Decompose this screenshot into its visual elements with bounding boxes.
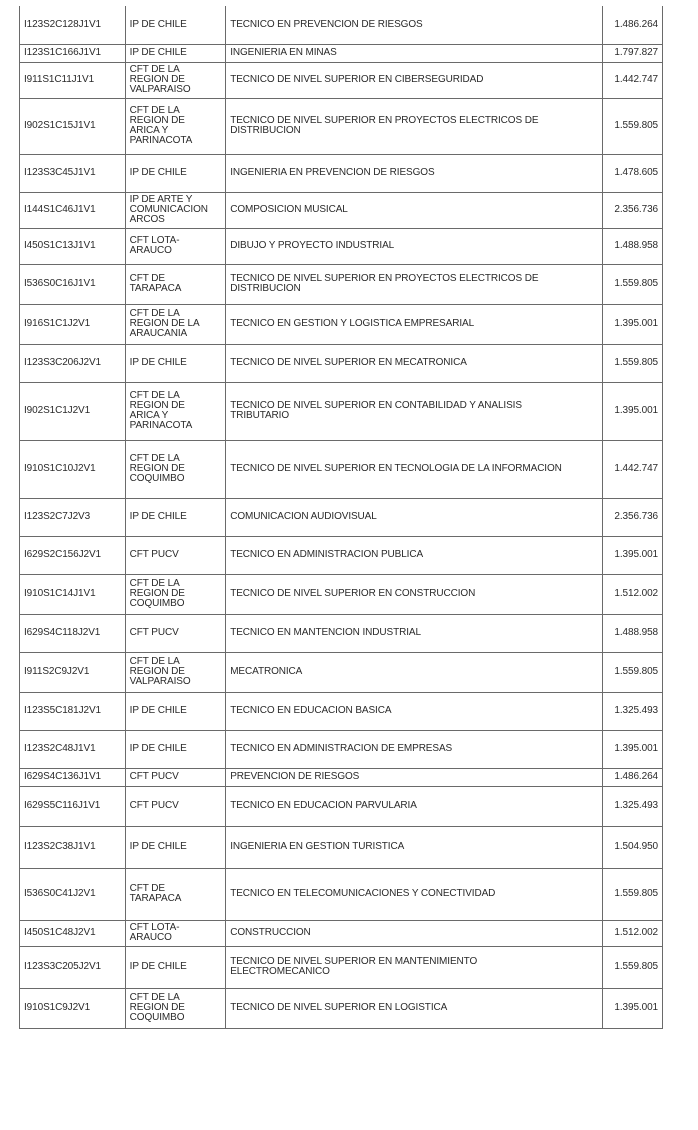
amount-cell bbox=[603, 692, 663, 730]
institution-cell bbox=[125, 62, 226, 98]
institution-cell bbox=[125, 264, 226, 304]
amount-cell bbox=[603, 382, 663, 440]
institution-name: IP DE CHILE bbox=[129, 743, 187, 754]
institution-name: CFT LOTA- ARAUCO bbox=[129, 235, 180, 256]
program-cell bbox=[226, 988, 603, 1028]
program-code: I536S0C41J2V1 bbox=[24, 888, 96, 899]
program-code: I450S1C48J2V1 bbox=[24, 927, 96, 938]
program-cell bbox=[226, 304, 603, 344]
program-cell bbox=[226, 730, 603, 768]
institution-name: IP DE CHILE bbox=[129, 18, 187, 30]
institution-name: IP DE CHILE bbox=[129, 167, 187, 178]
program-code: I123S2C128J1V1 bbox=[24, 18, 101, 30]
program-code-cell bbox=[20, 920, 126, 946]
table-row bbox=[20, 768, 663, 786]
program-name: TECNICO DE NIVEL SUPERIOR EN MECATRONICA bbox=[230, 357, 467, 368]
program-cell bbox=[226, 192, 603, 228]
amount-value: 1.442.747 bbox=[614, 463, 658, 474]
program-code-cell bbox=[20, 154, 126, 192]
program-name: DIBUJO Y PROYECTO INDUSTRIAL bbox=[230, 240, 395, 251]
program-code: I910S1C9J2V1 bbox=[24, 1002, 91, 1013]
program-name: MECATRONICA bbox=[230, 666, 303, 677]
program-code: I902S1C1J2V1 bbox=[24, 405, 91, 416]
program-code: I123S3C205J2V1 bbox=[24, 961, 101, 972]
program-name: PREVENCION DE RIESGOS bbox=[230, 771, 360, 782]
table-row bbox=[20, 920, 663, 946]
institution-name: CFT DE LA REGION DE COQUIMBO bbox=[129, 578, 185, 609]
table-row bbox=[20, 868, 663, 920]
program-cell bbox=[226, 44, 603, 62]
amount-value: 1.395.001 bbox=[614, 318, 658, 329]
institution-cell bbox=[125, 98, 226, 154]
institution-cell bbox=[125, 44, 226, 62]
program-cost-table bbox=[19, 6, 663, 1029]
table-row bbox=[20, 988, 663, 1028]
institution-name: CFT PUCV bbox=[129, 771, 179, 782]
amount-cell bbox=[603, 826, 663, 868]
amount-value: 1.512.002 bbox=[614, 588, 658, 599]
table-row bbox=[20, 62, 663, 98]
amount-value: 1.504.950 bbox=[614, 841, 658, 852]
program-name: TECNICO DE NIVEL SUPERIOR EN LOGISTICA bbox=[230, 1002, 448, 1013]
amount-cell bbox=[603, 154, 663, 192]
program-name: TECNICO DE NIVEL SUPERIOR EN CONTABILIDAD Y ANALISIS TRIBUTARIO bbox=[230, 400, 522, 421]
institution-cell bbox=[125, 614, 226, 652]
table-row bbox=[20, 264, 663, 304]
program-name: TECNICO DE NIVEL SUPERIOR EN MANTENIMIENTO ELECTROMECANICO bbox=[230, 956, 478, 977]
program-code: I123S2C48J1V1 bbox=[24, 743, 96, 754]
amount-cell bbox=[603, 6, 663, 44]
table-body bbox=[20, 6, 663, 1028]
amount-value: 1.486.264 bbox=[614, 771, 658, 782]
table-row bbox=[20, 574, 663, 614]
amount-value: 1.512.002 bbox=[614, 927, 658, 938]
program-code: I123S5C181J2V1 bbox=[24, 705, 101, 716]
table-row bbox=[20, 440, 663, 498]
program-code-cell bbox=[20, 614, 126, 652]
amount-cell bbox=[603, 946, 663, 988]
program-cell bbox=[226, 382, 603, 440]
amount-cell bbox=[603, 536, 663, 574]
institution-name: CFT DE LA REGION DE COQUIMBO bbox=[129, 453, 185, 484]
amount-value: 1.486.264 bbox=[614, 18, 658, 30]
program-code-cell bbox=[20, 574, 126, 614]
program-code: I629S4C136J1V1 bbox=[24, 771, 101, 782]
program-code: I629S5C116J1V1 bbox=[24, 800, 101, 811]
amount-cell bbox=[603, 614, 663, 652]
program-cell bbox=[226, 154, 603, 192]
program-code-cell bbox=[20, 826, 126, 868]
program-name: TECNICO DE NIVEL SUPERIOR EN TECNOLOGIA DE LA INFORMACION bbox=[230, 463, 562, 474]
amount-cell bbox=[603, 44, 663, 62]
amount-cell bbox=[603, 920, 663, 946]
program-code: I123S1C166J1V1 bbox=[24, 47, 101, 58]
amount-value: 1.559.805 bbox=[614, 278, 658, 289]
program-code: I123S3C206J2V1 bbox=[24, 357, 101, 368]
institution-name: CFT DE LA REGION DE VALPARAISO bbox=[129, 656, 191, 687]
institution-cell bbox=[125, 154, 226, 192]
institution-name: IP DE CHILE bbox=[129, 841, 187, 852]
table-row bbox=[20, 536, 663, 574]
amount-value: 1.478.605 bbox=[614, 167, 658, 178]
program-code: I123S2C38J1V1 bbox=[24, 841, 96, 852]
amount-value: 1.395.001 bbox=[614, 405, 658, 416]
program-cell bbox=[226, 652, 603, 692]
table-row bbox=[20, 154, 663, 192]
institution-name: CFT PUCV bbox=[129, 549, 179, 560]
amount-cell bbox=[603, 440, 663, 498]
institution-name: CFT DE LA REGION DE ARICA Y PARINACOTA bbox=[129, 105, 193, 146]
program-code-cell bbox=[20, 264, 126, 304]
amount-cell bbox=[603, 264, 663, 304]
program-code-cell bbox=[20, 192, 126, 228]
amount-value: 1.488.958 bbox=[614, 240, 658, 251]
amount-value: 1.442.747 bbox=[614, 74, 658, 85]
amount-cell bbox=[603, 344, 663, 382]
program-name: TECNICO EN GESTION Y LOGISTICA EMPRESARIAL bbox=[230, 318, 475, 329]
institution-name: CFT DE TARAPACA bbox=[129, 883, 182, 904]
amount-value: 1.325.493 bbox=[614, 800, 658, 811]
program-code: I123S2C7J2V3 bbox=[24, 511, 91, 522]
amount-value: 1.559.805 bbox=[614, 120, 658, 131]
institution-cell bbox=[125, 988, 226, 1028]
institution-cell bbox=[125, 382, 226, 440]
program-code-cell bbox=[20, 786, 126, 826]
institution-name: IP DE CHILE bbox=[129, 705, 187, 716]
institution-name: IP DE CHILE bbox=[129, 357, 187, 368]
institution-cell bbox=[125, 868, 226, 920]
program-name: TECNICO DE NIVEL SUPERIOR EN CONSTRUCCION bbox=[230, 588, 476, 599]
institution-cell bbox=[125, 536, 226, 574]
program-cell bbox=[226, 228, 603, 264]
institution-name: IP DE CHILE bbox=[129, 47, 187, 58]
program-cell bbox=[226, 344, 603, 382]
amount-cell bbox=[603, 304, 663, 344]
program-code: I144S1C46J1V1 bbox=[24, 204, 96, 215]
table-row bbox=[20, 730, 663, 768]
amount-cell bbox=[603, 730, 663, 768]
institution-cell bbox=[125, 730, 226, 768]
institution-name: CFT DE LA REGION DE VALPARAISO bbox=[129, 64, 191, 95]
institution-cell bbox=[125, 574, 226, 614]
table-row bbox=[20, 344, 663, 382]
program-code-cell bbox=[20, 440, 126, 498]
amount-cell bbox=[603, 988, 663, 1028]
program-code: I450S1C13J1V1 bbox=[24, 240, 96, 251]
amount-cell bbox=[603, 786, 663, 826]
program-code: I916S1C1J2V1 bbox=[24, 318, 91, 329]
program-code-cell bbox=[20, 652, 126, 692]
institution-cell bbox=[125, 786, 226, 826]
program-cell bbox=[226, 98, 603, 154]
amount-value: 1.559.805 bbox=[614, 961, 658, 972]
table-row bbox=[20, 614, 663, 652]
program-code-cell bbox=[20, 44, 126, 62]
table-row bbox=[20, 98, 663, 154]
program-code: I123S3C45J1V1 bbox=[24, 167, 96, 178]
institution-cell bbox=[125, 498, 226, 536]
table-row bbox=[20, 228, 663, 264]
program-code-cell bbox=[20, 946, 126, 988]
program-code-cell bbox=[20, 382, 126, 440]
institution-name: CFT DE LA REGION DE COQUIMBO bbox=[129, 992, 185, 1023]
program-name: INGENIERIA EN GESTION TURISTICA bbox=[230, 841, 405, 852]
program-name: INGENIERIA EN PREVENCION DE RIESGOS bbox=[230, 167, 435, 178]
amount-cell bbox=[603, 192, 663, 228]
amount-cell bbox=[603, 98, 663, 154]
program-name: TECNICO EN PREVENCION DE RIESGOS bbox=[230, 18, 423, 30]
program-cell bbox=[226, 614, 603, 652]
amount-value: 1.559.805 bbox=[614, 888, 658, 899]
program-code-cell bbox=[20, 304, 126, 344]
amount-value: 1.559.805 bbox=[614, 666, 658, 677]
institution-name: CFT DE TARAPACA bbox=[129, 273, 182, 294]
table-row bbox=[20, 44, 663, 62]
institution-cell bbox=[125, 440, 226, 498]
program-cell bbox=[226, 62, 603, 98]
program-name: TECNICO DE NIVEL SUPERIOR EN PROYECTOS ELECTRICOS DE DISTRIBUCION bbox=[230, 115, 539, 136]
institution-name: IP DE CHILE bbox=[129, 961, 187, 972]
amount-cell bbox=[603, 228, 663, 264]
amount-cell bbox=[603, 574, 663, 614]
program-code-cell bbox=[20, 730, 126, 768]
program-code: I629S4C118J2V1 bbox=[24, 627, 101, 638]
program-code-cell bbox=[20, 498, 126, 536]
amount-value: 1.395.001 bbox=[614, 549, 658, 560]
program-code-cell bbox=[20, 228, 126, 264]
table-row bbox=[20, 192, 663, 228]
institution-cell bbox=[125, 6, 226, 44]
institution-cell bbox=[125, 920, 226, 946]
program-code: I911S2C9J2V1 bbox=[24, 666, 90, 677]
program-code-cell bbox=[20, 6, 126, 44]
program-name: TECNICO EN ADMINISTRACION DE EMPRESAS bbox=[230, 743, 453, 754]
program-cell bbox=[226, 868, 603, 920]
amount-cell bbox=[603, 498, 663, 536]
amount-value: 1.797.827 bbox=[614, 47, 658, 58]
program-cell bbox=[226, 498, 603, 536]
program-cell bbox=[226, 536, 603, 574]
institution-cell bbox=[125, 192, 226, 228]
amount-cell bbox=[603, 768, 663, 786]
institution-name: CFT PUCV bbox=[129, 627, 179, 638]
institution-name: IP DE CHILE bbox=[129, 511, 187, 522]
program-name: CONSTRUCCION bbox=[230, 927, 311, 938]
program-name: TECNICO DE NIVEL SUPERIOR EN PROYECTOS ELECTRICOS DE DISTRIBUCION bbox=[230, 273, 539, 294]
program-code-cell bbox=[20, 868, 126, 920]
program-cell bbox=[226, 920, 603, 946]
institution-name: CFT DE LA REGION DE LA ARAUCANIA bbox=[129, 308, 200, 339]
amount-value: 1.395.001 bbox=[614, 743, 658, 754]
table-row bbox=[20, 652, 663, 692]
program-cell bbox=[226, 826, 603, 868]
table-row bbox=[20, 498, 663, 536]
program-code-cell bbox=[20, 536, 126, 574]
program-cell bbox=[226, 946, 603, 988]
program-name: TECNICO EN TELECOMUNICACIONES Y CONECTIVIDAD bbox=[230, 888, 496, 899]
institution-cell bbox=[125, 946, 226, 988]
program-code-cell bbox=[20, 692, 126, 730]
table-row bbox=[20, 382, 663, 440]
program-code-cell bbox=[20, 344, 126, 382]
amount-value: 2.356.736 bbox=[614, 511, 658, 522]
program-cell bbox=[226, 574, 603, 614]
amount-value: 1.325.493 bbox=[614, 705, 658, 716]
amount-cell bbox=[603, 868, 663, 920]
institution-cell bbox=[125, 768, 226, 786]
institution-cell bbox=[125, 228, 226, 264]
amount-value: 2.356.736 bbox=[614, 204, 658, 215]
institution-name: CFT PUCV bbox=[129, 800, 179, 811]
institution-cell bbox=[125, 344, 226, 382]
program-cell bbox=[226, 6, 603, 44]
program-code-cell bbox=[20, 768, 126, 786]
amount-value: 1.488.958 bbox=[614, 627, 658, 638]
institution-cell bbox=[125, 304, 226, 344]
program-name: TECNICO EN MANTENCION INDUSTRIAL bbox=[230, 627, 421, 638]
program-code: I536S0C16J1V1 bbox=[24, 278, 96, 289]
institution-name: CFT DE LA REGION DE ARICA Y PARINACOTA bbox=[129, 390, 193, 431]
table-row bbox=[20, 6, 663, 44]
institution-cell bbox=[125, 692, 226, 730]
institution-name: IP DE ARTE Y COMUNICACION ARCOS bbox=[129, 194, 208, 225]
program-cell bbox=[226, 440, 603, 498]
table-row bbox=[20, 692, 663, 730]
table-row bbox=[20, 304, 663, 344]
amount-cell bbox=[603, 652, 663, 692]
program-cell bbox=[226, 768, 603, 786]
program-code-cell bbox=[20, 988, 126, 1028]
program-name: TECNICO DE NIVEL SUPERIOR EN CIBERSEGURIDAD bbox=[230, 74, 484, 85]
program-name: TECNICO EN ADMINISTRACION PUBLICA bbox=[230, 549, 424, 560]
table-row bbox=[20, 826, 663, 868]
program-code: I902S1C15J1V1 bbox=[24, 120, 96, 131]
table-row bbox=[20, 946, 663, 988]
amount-cell bbox=[603, 62, 663, 98]
program-cell bbox=[226, 692, 603, 730]
program-name: COMPOSICION MUSICAL bbox=[230, 204, 348, 215]
program-code-cell bbox=[20, 98, 126, 154]
program-cell bbox=[226, 786, 603, 826]
amount-value: 1.395.001 bbox=[614, 1002, 658, 1013]
program-name: INGENIERIA EN MINAS bbox=[230, 47, 337, 58]
program-code: I910S1C10J2V1 bbox=[24, 463, 96, 474]
institution-cell bbox=[125, 826, 226, 868]
institution-cell bbox=[125, 652, 226, 692]
program-code: I910S1C14J1V1 bbox=[24, 588, 96, 599]
institution-name: CFT LOTA- ARAUCO bbox=[129, 922, 180, 943]
program-code: I911S1C11J1V1 bbox=[24, 74, 95, 85]
amount-value: 1.559.805 bbox=[614, 357, 658, 368]
program-name: TECNICO EN EDUCACION PARVULARIA bbox=[230, 800, 417, 811]
program-name: TECNICO EN EDUCACION BASICA bbox=[230, 705, 392, 716]
program-cell bbox=[226, 264, 603, 304]
program-code-cell bbox=[20, 62, 126, 98]
program-code: I629S2C156J2V1 bbox=[24, 549, 101, 560]
program-name: COMUNICACION AUDIOVISUAL bbox=[230, 511, 377, 522]
table-row bbox=[20, 786, 663, 826]
